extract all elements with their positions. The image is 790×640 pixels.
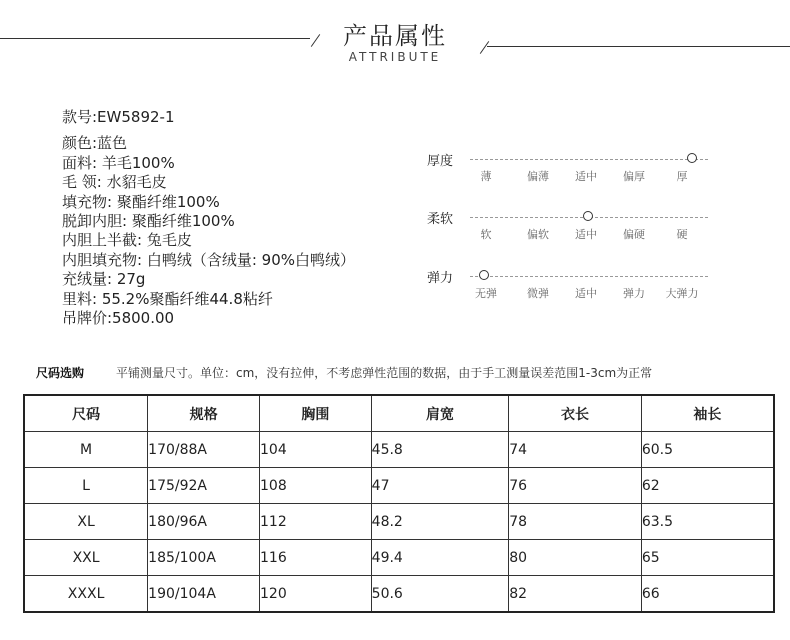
scale-label: 厚度 (427, 154, 454, 169)
cell-length: 74 (509, 432, 642, 468)
cell-chest: 104 (260, 432, 372, 468)
cell-chest: 120 (260, 576, 372, 613)
cell-chest: 108 (260, 468, 372, 504)
scale-option: 无弹 (475, 287, 497, 300)
attr-liner-upper: 内胆上半截: 兔毛皮 (62, 231, 192, 250)
cell-spec: 170/88A (148, 432, 260, 468)
scale-option: 弹力 (623, 287, 645, 300)
scale-indicator (479, 270, 489, 280)
table-row (24, 504, 774, 540)
cell-size: XL (24, 504, 148, 540)
scale-label: 弹力 (427, 271, 454, 286)
cell-spec: 180/96A (148, 504, 260, 540)
scale-option: 厚 (676, 170, 688, 183)
cell-shoulder: 45.8 (371, 432, 509, 468)
scale-indicator (583, 211, 593, 221)
scale-option: 偏薄 (527, 170, 549, 183)
cell-sleeve: 63.5 (641, 504, 774, 540)
cell-spec: 185/100A (148, 540, 260, 576)
cell-size: M (24, 432, 148, 468)
header-spec: 规格 (148, 395, 260, 432)
table-row (24, 576, 774, 613)
header-sleeve: 袖长 (641, 395, 774, 432)
header-shoulder: 肩宽 (371, 395, 509, 432)
cell-spec: 175/92A (148, 468, 260, 504)
cell-length: 82 (509, 576, 642, 613)
cell-sleeve: 60.5 (641, 432, 774, 468)
cell-shoulder: 50.6 (371, 576, 509, 613)
attr-filling: 填充物: 聚酯纤维100% (62, 192, 220, 211)
attr-lining: 里料: 55.2%聚酯纤维44.8粘纤 (62, 289, 273, 308)
scale-track (470, 159, 708, 160)
cell-length: 76 (509, 468, 642, 504)
scale-option: 大弹力 (665, 287, 699, 300)
cell-chest: 116 (260, 540, 372, 576)
header-length: 衣长 (509, 395, 642, 432)
scale-option: 偏软 (527, 228, 549, 241)
attr-liner: 脱卸内胆: 聚酯纤维100% (62, 212, 235, 231)
cell-shoulder: 47 (371, 468, 509, 504)
scale-label: 柔软 (427, 212, 454, 227)
scale-elasticity (427, 270, 717, 306)
cell-shoulder: 48.2 (371, 504, 509, 540)
header-size: 尺码 (24, 395, 148, 432)
table-row (24, 432, 774, 468)
cell-chest: 112 (260, 504, 372, 540)
size-table (23, 394, 775, 613)
attr-price: 吊牌价:5800.00 (62, 309, 175, 328)
scale-option: 适中 (575, 228, 597, 241)
cell-length: 80 (509, 540, 642, 576)
attr-color: 颜色:蓝色 (62, 134, 128, 153)
attr-liner-filling: 内胆填充物: 白鸭绒（含绒量: 90%白鸭绒） (62, 250, 355, 269)
scale-indicator (687, 153, 697, 163)
attr-collar: 毛 领: 水貂毛皮 (62, 173, 167, 192)
cell-sleeve: 66 (641, 576, 774, 613)
scale-option: 薄 (480, 170, 492, 183)
scale-thickness (427, 153, 717, 189)
cell-sleeve: 62 (641, 468, 774, 504)
cell-sleeve: 65 (641, 540, 774, 576)
table-row (24, 540, 774, 576)
cell-length: 78 (509, 504, 642, 540)
scale-option: 微弹 (527, 287, 549, 300)
attr-style-no: 款号:EW5892-1 (62, 108, 175, 126)
table-row (24, 468, 774, 504)
cell-size: L (24, 468, 148, 504)
page-title: 产品属性 (343, 22, 447, 50)
scale-option: 硬 (676, 228, 688, 241)
scale-option: 适中 (575, 170, 597, 183)
attr-down-amount: 充绒量: 27g (62, 270, 146, 289)
attribute-list (62, 108, 355, 328)
cell-shoulder: 49.4 (371, 540, 509, 576)
size-section-title: 尺码选购 (36, 366, 85, 380)
scale-option: 适中 (575, 287, 597, 300)
scale-softness (427, 211, 717, 247)
scale-track (470, 276, 708, 277)
cell-size: XXXL (24, 576, 148, 613)
table-header-row (24, 395, 774, 432)
size-section-note: 平铺测量尺寸。单位：cm，没有拉伸，不考虑弹性范围的数据，由于手工测量误差范围1-3cm为正常 (116, 366, 653, 380)
cell-size: XXL (24, 540, 148, 576)
cell-spec: 190/104A (148, 576, 260, 613)
page-subtitle: ATTRIBUTE (348, 50, 442, 64)
header-chest: 胸围 (260, 395, 372, 432)
scale-option: 软 (480, 228, 492, 241)
scale-option: 偏厚 (623, 170, 645, 183)
attr-fabric: 面料: 羊毛100% (62, 153, 175, 172)
scale-option: 偏硬 (623, 228, 645, 241)
